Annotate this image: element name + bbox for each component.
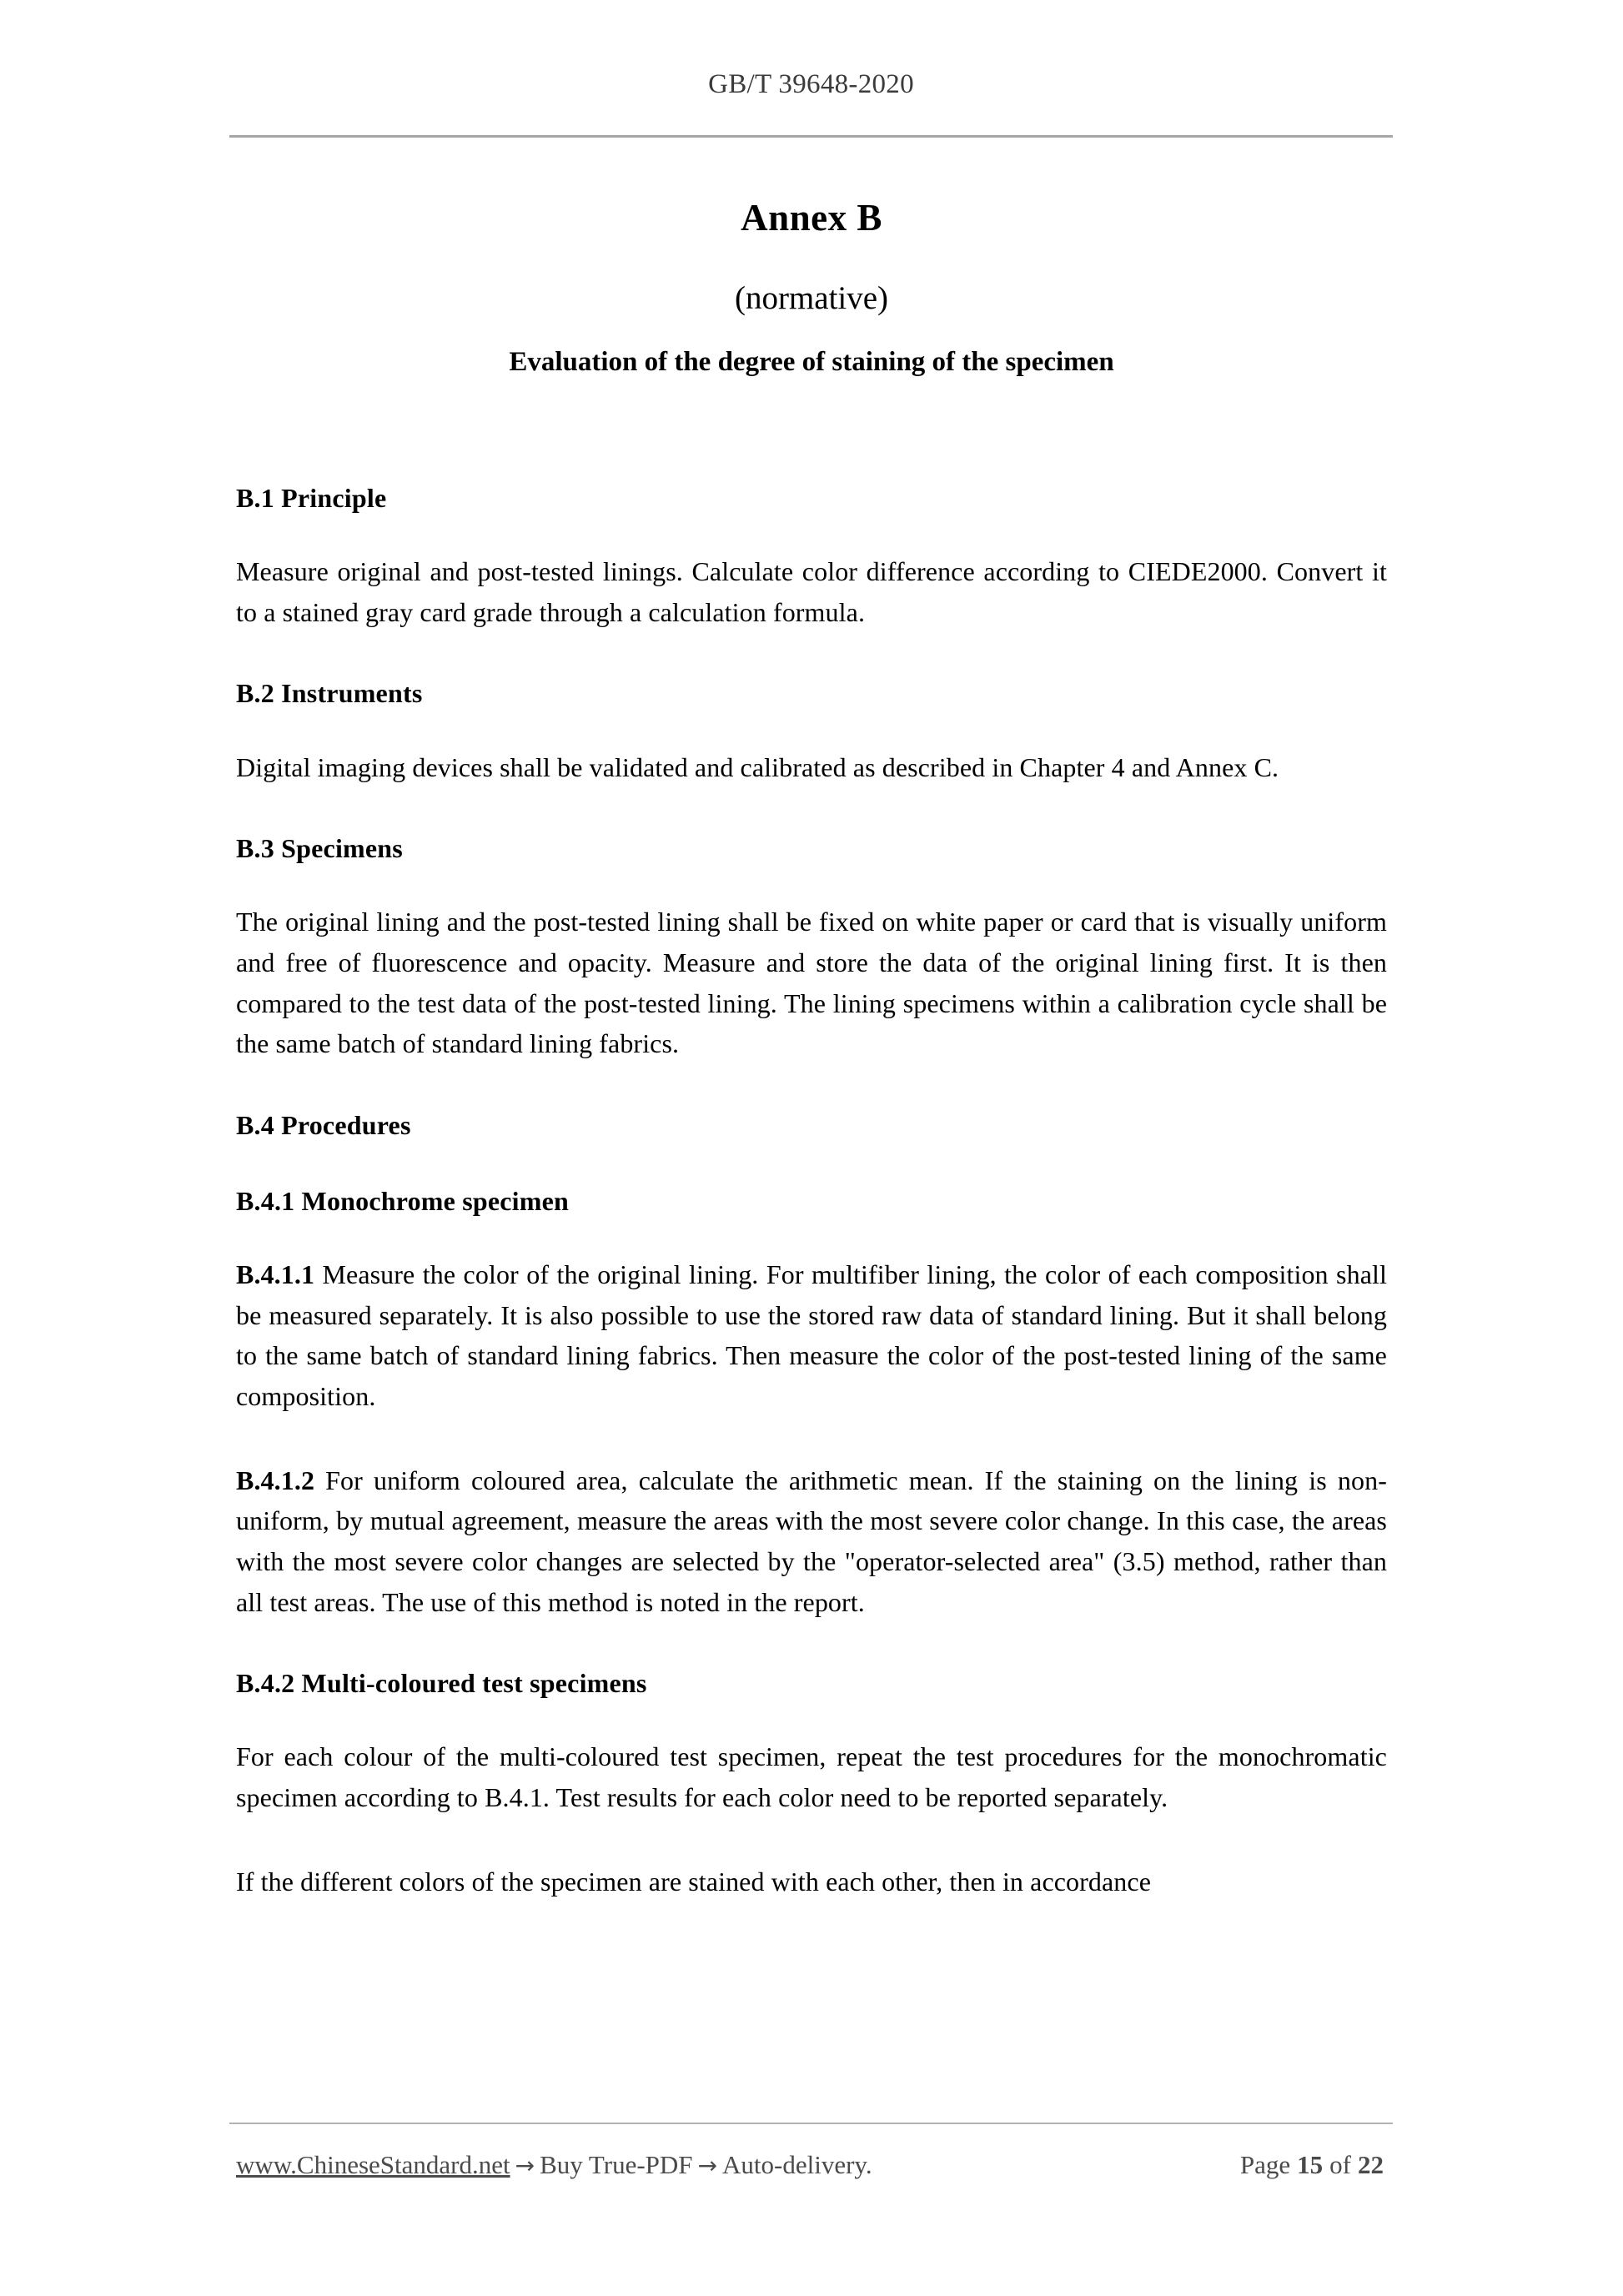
clause-text-b411: Measure the color of the original lining. For multifiber lining, the color of each composition shall be measured separately. It is also possible to use the stored raw data of standard lining. But it shall belong to the same batch of standard lining fabrics. Then measure the color of the post-tested lining of the same composition. [236, 1259, 1387, 1412]
annex-type: (normative) [734, 280, 889, 317]
heading-b1-principle: B.1 Principle [236, 482, 387, 513]
title-spacer [236, 380, 1387, 480]
heading-b2-instruments: B.2 Instruments [236, 678, 423, 709]
header-divider [229, 135, 1393, 138]
footer-promo-text-2: Auto-delivery. [722, 2150, 872, 2179]
of-label: of [1329, 2150, 1351, 2179]
spacer [236, 1818, 1387, 1861]
spacer [236, 1701, 1387, 1736]
paragraph-b411 [236, 1254, 1387, 1417]
spacer [236, 1219, 1387, 1254]
page-indicator [1239, 2150, 1395, 2180]
spacer [236, 1417, 1387, 1460]
footer-url-link[interactable]: www.ChineseStandard.net [236, 2150, 510, 2179]
footer-promo [236, 2150, 872, 2180]
paragraph-b42: For each colour of the multi-coloured test specimen, repeat the test procedures for the monochromatic specimen according to B.4.1. Test results for each color need to be reported separately. [236, 1741, 1387, 1813]
clause-number-b411: B.4.1.1 [236, 1259, 315, 1290]
current-page-number: 15 [1297, 2150, 1324, 2179]
spacer [236, 1622, 1387, 1665]
annex-title: Annex B [741, 197, 882, 239]
clause-text-b412: For uniform coloured area, calculate the arithmetic mean. If the staining on the lining is non-uniform, by mutual agreement, measure the areas with the most severe color change. In this case, the areas with the most severe color changes are selected by the "operator-selected area" (3.5) method, rather than all test areas. The use of this method is noted in the report. [236, 1465, 1387, 1617]
footer-divider [229, 2123, 1393, 2124]
page-content [236, 188, 1387, 1902]
page-footer [236, 2150, 1395, 2180]
spacer [236, 1064, 1387, 1108]
paragraph-b3: The original lining and the post-tested lining shall be fixed on white paper or card that is visually uniform and free of fluorescence and opacity. Measure and store the data of the original lining first. It is then compared to the test data of the post-tested lining. The lining specimens within a calibration cycle shall be the same batch of standard lining fabrics. [236, 907, 1387, 1059]
spacer [236, 867, 1387, 902]
footer-promo-text-1: Buy True-PDF [540, 2150, 693, 2179]
spacer [236, 516, 1387, 551]
heading-b42-multicoloured-test-specimens: B.4.2 Multi-coloured test specimens [236, 1668, 647, 1699]
paragraph-b2: Digital imaging devices shall be validated and calibrated as described in Chapter 4 and Annex C. [236, 751, 1279, 782]
page-label: Page [1239, 2150, 1291, 2179]
spacer [236, 712, 1387, 747]
paragraph-b412 [236, 1460, 1387, 1623]
standard-number: GB/T 39648-2020 [708, 69, 914, 99]
arrow-right-icon-2: → [697, 2152, 718, 2179]
arrow-right-icon: → [515, 2152, 535, 2179]
heading-b3-specimens: B.3 Specimens [236, 833, 403, 864]
page-header [229, 68, 1393, 102]
spacer [236, 1143, 1387, 1183]
clause-number-b412: B.4.1.2 [236, 1465, 315, 1495]
total-page-count: 22 [1358, 2150, 1384, 2179]
paragraph-b42-continued: If the different colors of the specimen are stained with each other, then in accordance [236, 1866, 1152, 1897]
spacer [236, 632, 1387, 676]
spacer [236, 787, 1387, 831]
heading-b4-procedures: B.4 Procedures [236, 1109, 411, 1140]
paragraph-b1: Measure original and post-tested linings. Calculate color difference according to CIEDE2000. Convert it to a stained gray card grade through a calculation formula. [236, 556, 1387, 627]
heading-b41-monochrome-specimen: B.4.1 Monochrome specimen [236, 1186, 570, 1217]
annex-subject: Evaluation of the degree of staining of the specimen [509, 347, 1114, 377]
